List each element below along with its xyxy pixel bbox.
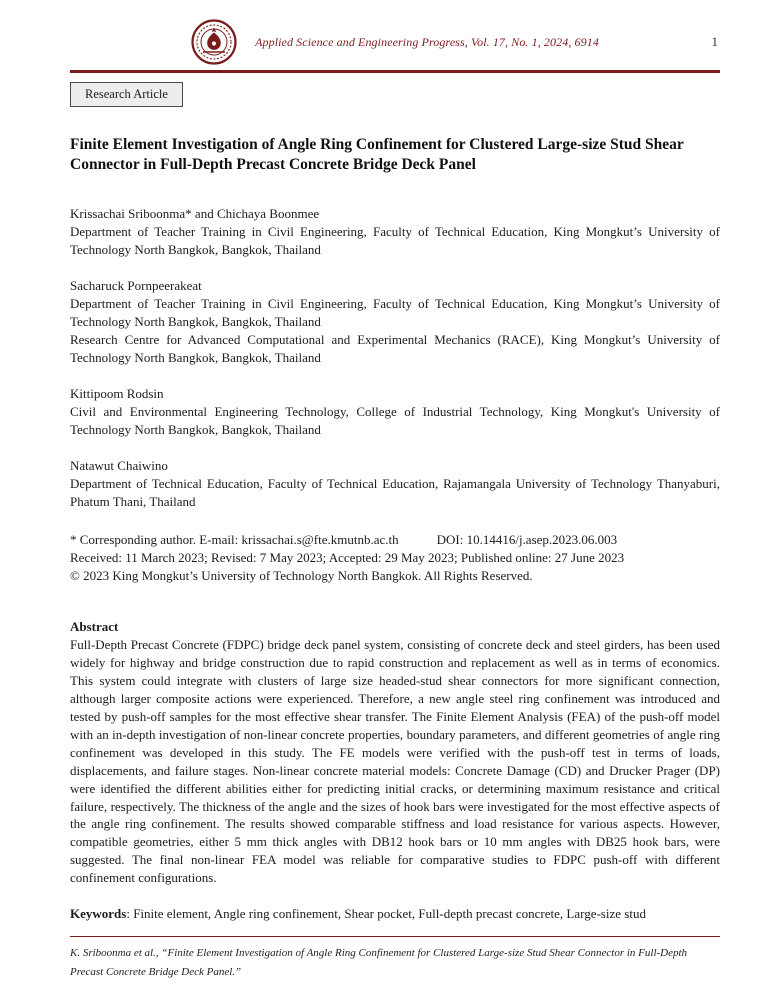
author-names: Sacharuck Pornpeerakeat (70, 278, 202, 294)
abstract-section (70, 618, 720, 887)
author-names: Natawut Chaiwino (70, 457, 168, 473)
article-title: Finite Element Investigation of Angle Ring Confinement for Clustered Large-size Stud Shear Connector in Full-Depth Precast Concrete Bridge Deck Panel (70, 135, 684, 173)
page-number: 1 (711, 34, 718, 49)
copyright-line: © 2023 King Mongkut’s University of Technology North Bangkok. All Rights Reserved. (70, 568, 533, 584)
journal-title-line: Applied Science and Engineering Progress, Vol. 17, No. 1, 2024, 6914 (255, 34, 599, 49)
page-footer (70, 936, 720, 983)
author-affiliation: Research Centre for Advanced Computational and Experimental Mechanics (RACE), King Mongkut’s University of Technology North Bangkok, Bangkok, Thailand (70, 332, 720, 365)
abstract-heading: Abstract (70, 618, 119, 634)
abstract-body: Full-Depth Precast Concrete (FDPC) bridge deck panel system, consisting of concrete deck and steel girders, has been used widely for highway and bridge construction due to rapid construction and replacement as well as in terms of economics. This system could integrate with clusters of large size headed-stud shear connectors for more significant connection, although larger composite actions were experienced. Therefore, a new angle steel ring confinement was introduced and tested by push-off samples for the most effective shear transfer. The Finite Element Analysis (FEA) of the push-off model with an in-depth investigation of non-linear concrete properties, boundary parameters, and different geometries of angle ring confinement was developed in this study. The FE models were verified with the push-off test in terms of loads, displacements, and failure stages. Non-linear concrete material models: Concrete Damage (CD) and Drucker Prager (DP) were identified the different abilities either for predicting initial cracks, or determining maximum resistance and critical failure, respectively. The thickness of the angle and the sizes of hook bars were investigated for the most effective aspects of the angle ring confinement. The results showed comparable stiffness and load resistance for various aspects. However, compatible geometries, either 5 mm thick angles with DB12 hook bars or 10 mm angles with DB25 hook bars, were suggested. The final non-linear FEA model was reliable for comparative studies to FDPC push-off with different confinement configurations. (70, 637, 720, 886)
correspondence-block (70, 531, 720, 586)
author-affiliation: Department of Teacher Training in Civil Engineering, Faculty of Technical Education, King Mongkut’s University of Technology North Bangkok, Bangkok, Thailand (70, 296, 720, 330)
correspondence-line (70, 531, 720, 549)
doi-text: DOI: 10.14416/j.asep.2023.06.003 (436, 531, 618, 547)
header-rule (70, 70, 720, 73)
author-group-1 (70, 205, 720, 259)
author-group-4 (70, 457, 720, 511)
journal-header-center (191, 19, 599, 65)
author-affiliation: Department of Technical Education, Faculty of Technical Education, Rajamangala University of Technology Thanyaburi, Phatum Thani, Thailand (70, 475, 720, 509)
keywords-line (70, 905, 720, 923)
authors-section (70, 205, 720, 510)
author-group-3 (70, 385, 720, 439)
footer-citation: K. Sriboonma et al., “Finite Element Investigation of Angle Ring Confinement for Clustered Large-size Stud Shear Connector in Full-Depth Precast Concrete Bridge Deck Panel.” (70, 946, 688, 978)
corresponding-author-email: * Corresponding author. E-mail: krissachai.s@fte.kmutnb.ac.th (70, 531, 399, 547)
keywords-list: : Finite element, Angle ring confinement, Shear pocket, Full-depth precast concrete, Large-size stud (126, 906, 646, 922)
university-emblem-icon (191, 19, 237, 65)
dates-line: Received: 11 March 2023; Revised: 7 May 2023; Accepted: 29 May 2023; Published online: 27 June 2023 (70, 549, 625, 565)
footer-rule (70, 936, 720, 937)
keywords-label: Keywords (70, 906, 127, 922)
article-type-badge: Research Article (70, 82, 183, 107)
author-affiliation: Department of Teacher Training in Civil Engineering, Faculty of Technical Education, King Mongkut’s University of Technology North Bangkok, Bangkok, Thailand (70, 224, 720, 258)
author-group-2 (70, 277, 720, 367)
journal-header (70, 16, 720, 68)
author-names: Kittipoom Rodsin (70, 385, 164, 401)
author-names: Krissachai Sriboonma* and Chichaya Boonmee (70, 206, 320, 222)
author-affiliation: Civil and Environmental Engineering Technology, College of Industrial Technology, King Mongkut's University of Technology North Bangkok, Bangkok, Thailand (70, 403, 720, 437)
